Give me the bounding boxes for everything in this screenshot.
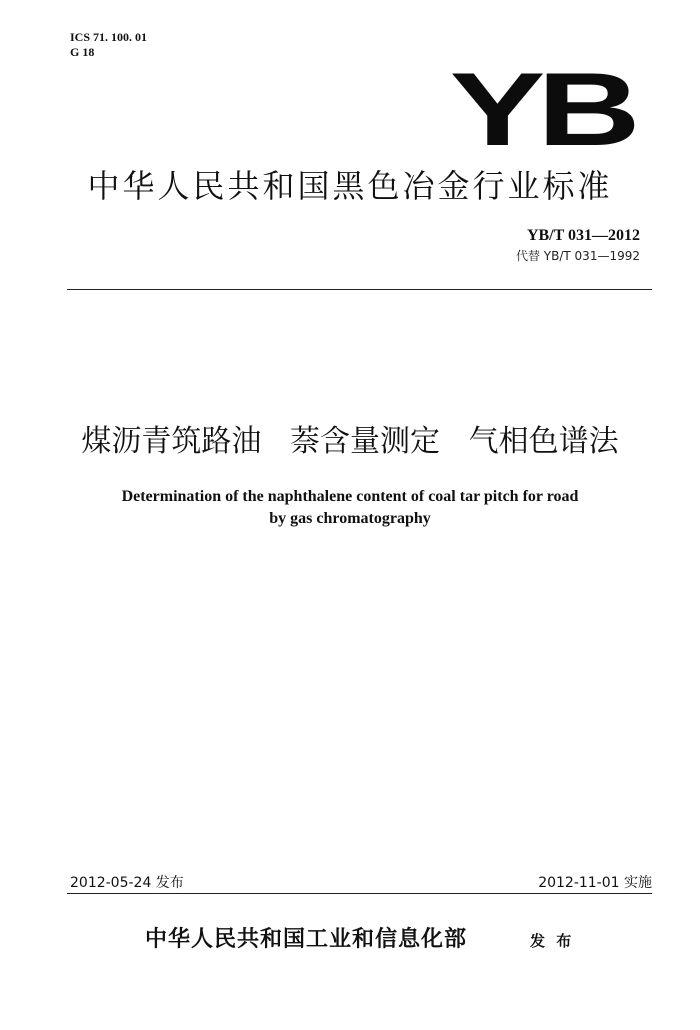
ccs-code: G 18: [70, 45, 95, 59]
classification-codes: [70, 30, 147, 60]
publish-label: 发 布: [530, 932, 575, 950]
title-en-line-2: by gas chromatography: [269, 510, 431, 527]
document-title-en: [0, 486, 700, 530]
title-en-line-1: Determination of the naphthalene content of coal tar pitch for road: [121, 488, 579, 505]
yb-logo: YB: [449, 52, 632, 168]
publisher-name: 中华人民共和国工业和信息化部: [145, 926, 468, 952]
document-title-cn: 煤沥青筑路油 萘含量测定 气相色谱法: [81, 424, 619, 459]
footer-divider: [67, 893, 652, 894]
implementation-date: 2012-11-01 实施: [538, 875, 652, 891]
organization-title: 中华人民共和国黑色冶金行业标准: [87, 167, 613, 205]
replaces-standard: 代替 YB/T 031—1992: [515, 249, 640, 263]
ics-code: ICS 71. 100. 01: [70, 30, 148, 44]
header-divider: [67, 289, 652, 290]
issue-date: 2012-05-24 发布: [70, 875, 184, 891]
standard-number: YB/T 031—2012: [526, 227, 640, 244]
